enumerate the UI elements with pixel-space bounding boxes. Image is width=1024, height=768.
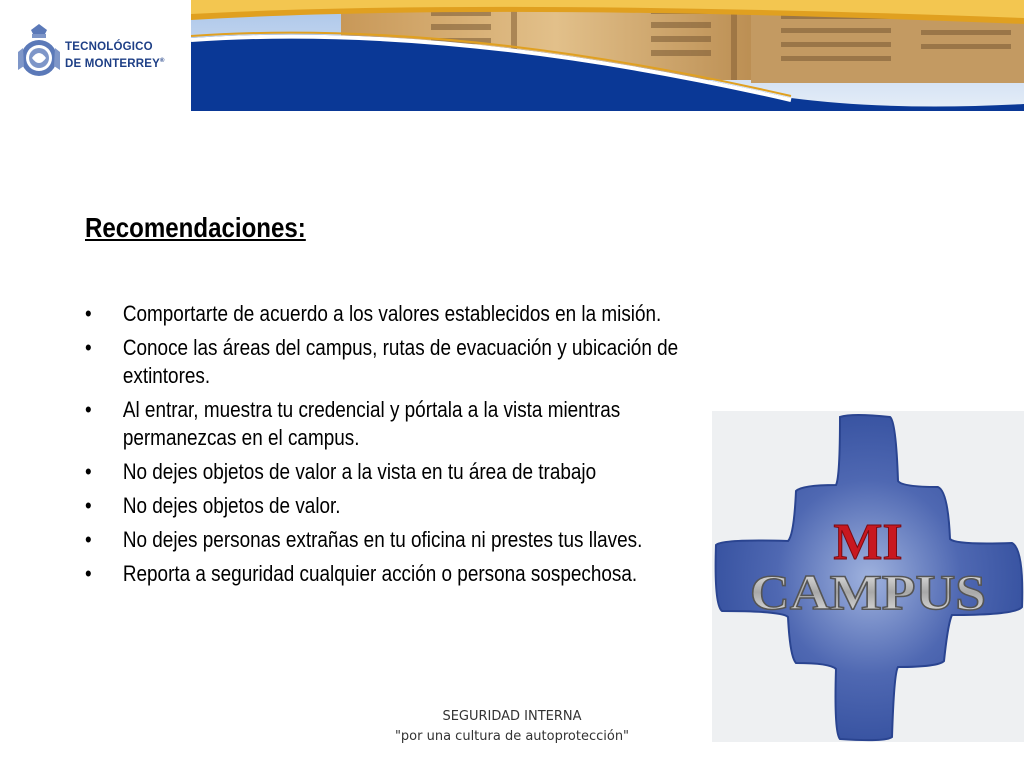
list-item (85, 334, 721, 390)
list-item-text: Reporta a seguridad cualquier acción o persona sospechosa. (122, 561, 638, 586)
list-item-text: Al entrar, muestra tu credencial y pórtala a la vista mientras permanezcas en el campus. (122, 397, 621, 450)
list-item-text: No dejes personas extrañas en tu oficina ni prestes tus llaves. (122, 527, 643, 552)
list-item-text: No dejes objetos de valor a la vista en tu área de trabajo (122, 459, 597, 484)
list-item (85, 396, 721, 452)
list-item (85, 560, 721, 588)
list-item (85, 492, 721, 520)
registered-mark: ® (160, 58, 165, 64)
slide-footer (312, 707, 712, 747)
logo-line1: TECNOLÓGICO (65, 41, 153, 53)
bullet-icon: • (85, 561, 92, 586)
footer-title: SEGURIDAD INTERNA (442, 709, 582, 724)
campus-text: CAMPUS (750, 564, 986, 620)
tec-monterrey-logo (14, 22, 184, 86)
list-item (85, 300, 721, 328)
logo-wordmark (65, 40, 165, 71)
mi-text: MI (833, 514, 903, 571)
recommendations-list (85, 300, 721, 594)
logo-line2: DE MONTERREY (65, 57, 161, 70)
bullet-icon: • (85, 301, 92, 326)
footer-slogan: "por una cultura de autoprotección" (394, 729, 630, 744)
list-item-text: Conoce las áreas del campus, rutas de evacuación y ubicación de extintores. (122, 335, 679, 388)
list-item (85, 526, 721, 554)
mi-campus-image (712, 411, 1024, 742)
list-item (85, 458, 721, 486)
bullet-icon: • (85, 397, 92, 422)
header-banner (191, 0, 1024, 111)
bullet-icon: • (85, 459, 92, 484)
list-item-text: No dejes objetos de valor. (122, 493, 341, 518)
list-item-text: Comportarte de acuerdo a los valores establecidos en la misión. (122, 301, 662, 326)
bullet-icon: • (85, 335, 92, 360)
bullet-icon: • (85, 527, 92, 552)
tec-seal-icon (14, 22, 64, 82)
bullet-icon: • (85, 493, 92, 518)
page-title: Recomendaciones: (85, 212, 306, 243)
